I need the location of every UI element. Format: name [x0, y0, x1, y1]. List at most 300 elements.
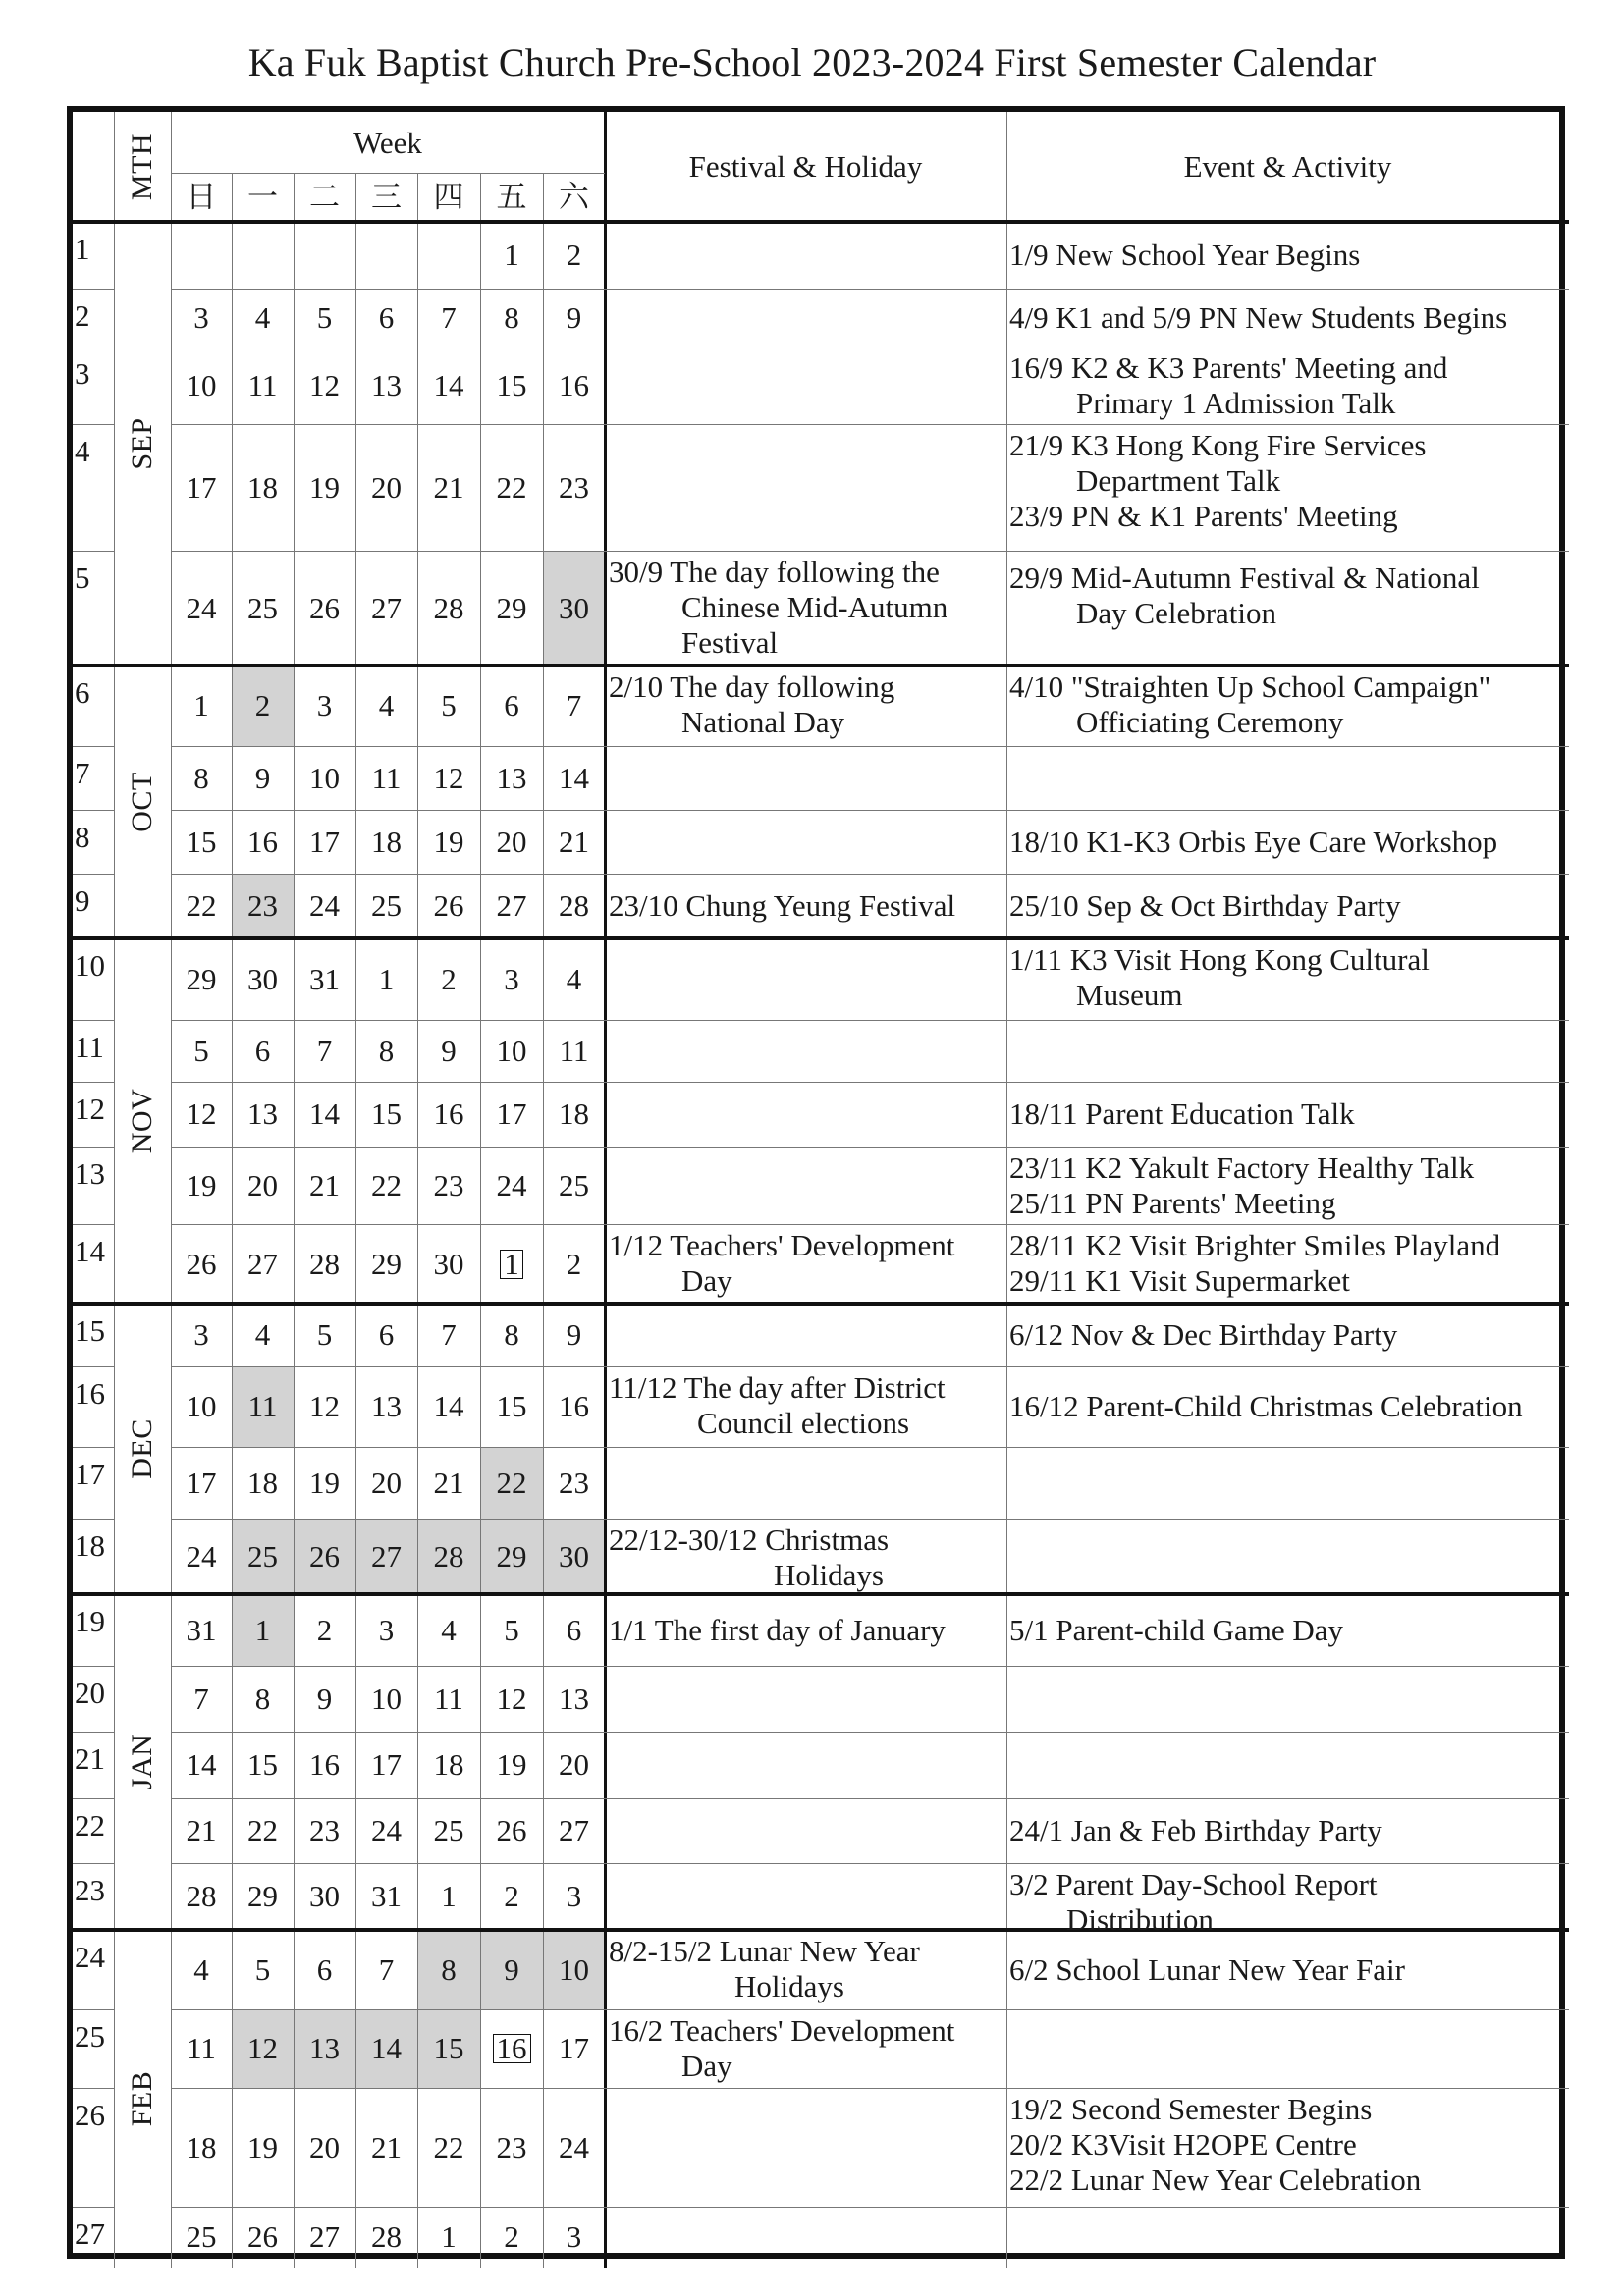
- day-cell: 30: [559, 1539, 589, 1574]
- day-cell: 7: [193, 1682, 209, 1716]
- day-cell: 16: [559, 368, 589, 402]
- event-text: 21/9 K3 Hong Kong Fire Services: [1009, 428, 1427, 462]
- day-cell: 5: [254, 1952, 271, 1987]
- day-cell: 5: [193, 1034, 209, 1068]
- event-text: Museum: [1076, 978, 1183, 1012]
- day-cell: 4: [254, 300, 271, 335]
- header-day: 一: [247, 180, 278, 214]
- day-cell: 27: [247, 1247, 278, 1281]
- festival-text: 1/1 The first day of January: [609, 1612, 946, 1647]
- week-number: 1: [75, 232, 90, 266]
- festival-text: Council elections: [697, 1406, 910, 1440]
- day-cell: 12: [309, 368, 340, 402]
- day-cell: 23: [559, 470, 589, 505]
- day-cell: 6: [254, 1034, 271, 1068]
- day-cell: 6: [378, 1317, 395, 1352]
- day-cell: 24: [559, 2130, 589, 2164]
- event-text: Distribution: [1066, 1902, 1214, 1937]
- week-number: 16: [75, 1376, 105, 1411]
- day-cell: 15: [433, 2031, 464, 2065]
- day-cell: 9: [254, 761, 271, 795]
- week-number: 21: [75, 1741, 105, 1776]
- day-cell: 27: [496, 888, 527, 923]
- header-day: 二: [309, 180, 340, 214]
- week-number: 7: [75, 756, 90, 790]
- month-label: FEB: [126, 2070, 158, 2127]
- grid-line: [73, 2009, 114, 2010]
- week-number: 26: [75, 2098, 105, 2132]
- day-cell: 10: [186, 368, 217, 402]
- day-cell: 12: [496, 1682, 527, 1716]
- day-cell: 22: [371, 1168, 402, 1202]
- day-cell: 13: [371, 368, 402, 402]
- grid-line: [73, 551, 114, 552]
- day-cell: 21: [186, 1813, 217, 1847]
- day-cell: 22: [496, 1466, 527, 1500]
- day-cell: 2: [504, 2219, 519, 2254]
- day-cell: 26: [309, 591, 340, 625]
- day-cell: 15: [496, 1389, 527, 1423]
- grid-line: [114, 222, 115, 2268]
- day-cell: 19: [433, 825, 464, 859]
- day-cell: 28: [309, 1247, 340, 1281]
- day-cell: 3: [504, 962, 519, 996]
- festival-text: Day: [681, 1263, 732, 1298]
- day-cell: 13: [371, 1389, 402, 1423]
- week-number: 10: [75, 948, 105, 983]
- day-cell: 20: [247, 1168, 278, 1202]
- day-cell: 31: [309, 962, 340, 996]
- day-cell: 28: [559, 888, 589, 923]
- day-cell: 16: [309, 1747, 340, 1782]
- day-cell: 8: [441, 1952, 457, 1987]
- day-cell: 30: [309, 1879, 340, 1913]
- day-cell: 11: [187, 2031, 216, 2065]
- day-cell: 6: [378, 300, 395, 335]
- day-cell: 23: [559, 1466, 589, 1500]
- day-cell: 27: [309, 2219, 340, 2254]
- event-text: 25/10 Sep & Oct Birthday Party: [1009, 888, 1401, 923]
- day-cell: 8: [504, 1317, 519, 1352]
- day-cell: 1: [441, 1879, 457, 1913]
- day-cell: 26: [433, 888, 464, 923]
- day-cell: 2: [254, 688, 271, 722]
- day-cell: 23: [496, 2130, 527, 2164]
- day-cell: 3: [566, 2219, 582, 2254]
- day-cell: 5: [441, 688, 457, 722]
- day-cell: 29: [247, 1879, 278, 1913]
- day-cell: 23: [247, 888, 278, 923]
- festival-text: 8/2-15/2 Lunar New Year: [609, 1934, 920, 1968]
- day-cell: 11: [247, 1389, 278, 1423]
- event-text: 16/12 Parent-Child Christmas Celebration: [1009, 1389, 1523, 1423]
- day-cell: 13: [559, 1682, 589, 1716]
- day-cell: 11: [434, 1682, 463, 1716]
- day-cell: 27: [371, 1539, 402, 1574]
- day-cell: 26: [309, 1539, 340, 1574]
- header-day: 六: [559, 180, 589, 214]
- month-label: JAN: [126, 1734, 158, 1790]
- day-cell: 24: [496, 1168, 527, 1202]
- day-cell: 15: [496, 368, 527, 402]
- grid-line: [73, 810, 114, 811]
- week-number: 17: [75, 1457, 105, 1491]
- event-text: 18/11 Parent Education Talk: [1009, 1096, 1355, 1131]
- day-cell: 19: [186, 1168, 217, 1202]
- day-cell: 24: [186, 591, 217, 625]
- day-cell: 10: [559, 1952, 589, 1987]
- day-cell: 26: [247, 2219, 278, 2254]
- day-cell: 3: [193, 300, 209, 335]
- event-text: 29/11 K1 Visit Supermarket: [1009, 1263, 1350, 1298]
- week-number: 27: [75, 2216, 105, 2251]
- day-cell: 21: [433, 1466, 464, 1500]
- day-cell: 8: [193, 761, 209, 795]
- day-cell: 17: [496, 1096, 527, 1131]
- day-cell: 11: [247, 368, 278, 402]
- grid-line: [73, 2207, 114, 2208]
- event-text: 4/9 K1 and 5/9 PN New Students Begins: [1009, 299, 1508, 335]
- festival-text: Chinese Mid-Autumn: [681, 590, 948, 624]
- day-cell: 8: [254, 1682, 271, 1716]
- day-cell: 21: [433, 470, 464, 505]
- day-cell: 19: [247, 2130, 278, 2164]
- header-day: 五: [496, 180, 527, 214]
- week-number: 22: [75, 1808, 105, 1842]
- event-text: 1/11 K3 Visit Hong Kong Cultural: [1009, 942, 1430, 977]
- event-text: Officiating Ceremony: [1076, 705, 1344, 739]
- day-cell: [232, 222, 294, 289]
- day-cell: 9: [504, 1952, 519, 1987]
- day-cell: 13: [247, 1096, 278, 1131]
- day-cell: 2: [566, 238, 582, 272]
- calendar-table: [67, 106, 1565, 2259]
- header-festival: Festival & Holiday: [688, 149, 923, 184]
- event-text: 3/2 Parent Day-School Report: [1009, 1867, 1378, 1901]
- festival-text: Holidays: [734, 1969, 844, 2003]
- event-text: 19/2 Second Semester Begins: [1009, 2092, 1373, 2126]
- day-cell: 16: [559, 1389, 589, 1423]
- day-cell: 25: [371, 888, 402, 923]
- header-mth: MTH: [126, 133, 158, 201]
- day-cell: 31: [186, 1613, 217, 1647]
- boxed-date: 16: [493, 2034, 531, 2063]
- festival-text: 2/10 The day following: [609, 669, 895, 704]
- festival-text: 11/12 The day after District: [609, 1370, 946, 1405]
- day-cell: 5: [316, 300, 333, 335]
- grid-line: [1006, 112, 1007, 2268]
- day-cell: 6: [566, 1613, 582, 1647]
- day-cell: 21: [309, 1168, 340, 1202]
- day-cell: 30: [433, 1247, 464, 1281]
- day-cell: 20: [371, 470, 402, 505]
- day-cell: 22: [186, 888, 217, 923]
- day-cell: 10: [186, 1389, 217, 1423]
- festival-text: 1/12 Teachers' Development: [609, 1228, 955, 1262]
- day-cell: 28: [371, 2219, 402, 2254]
- day-cell: 4: [378, 688, 395, 722]
- day-cell: 25: [247, 1539, 278, 1574]
- day-cell: 14: [371, 2031, 402, 2065]
- day-cell: 1: [378, 962, 395, 996]
- event-text: 5/1 Parent-child Game Day: [1009, 1612, 1344, 1647]
- day-cell: 2: [441, 962, 457, 996]
- month-label: NOV: [126, 1088, 158, 1154]
- week-number: 9: [75, 883, 90, 918]
- day-cell: 3: [316, 688, 333, 722]
- day-cell: 10: [309, 761, 340, 795]
- day-cell: 27: [559, 1813, 589, 1847]
- week-number: 13: [75, 1156, 105, 1191]
- day-cell: 12: [186, 1096, 217, 1131]
- event-text: Department Talk: [1076, 463, 1281, 498]
- event-text: Day Celebration: [1076, 596, 1277, 630]
- day-cell: 10: [496, 1034, 527, 1068]
- day-cell: 23: [433, 1168, 464, 1202]
- day-cell: 12: [309, 1389, 340, 1423]
- event-text: 23/11 K2 Yakult Factory Healthy Talk: [1009, 1150, 1475, 1185]
- day-cell: 20: [371, 1466, 402, 1500]
- week-number: 12: [75, 1092, 105, 1126]
- day-cell: 19: [309, 1466, 340, 1500]
- festival-text: National Day: [681, 705, 845, 739]
- week-number: 25: [75, 2019, 105, 2054]
- day-cell: [417, 222, 480, 289]
- grid-line: [73, 424, 114, 425]
- page-title: Ka Fuk Baptist Church Pre-School 2023-2024 First Semester Calendar: [247, 40, 1377, 84]
- day-cell: 22: [433, 2130, 464, 2164]
- day-cell: 1: [193, 688, 209, 722]
- day-cell: 9: [566, 300, 582, 335]
- day-cell: 26: [496, 1813, 527, 1847]
- week-number: 15: [75, 1313, 105, 1348]
- day-cell: [171, 222, 232, 289]
- day-cell: 15: [247, 1747, 278, 1782]
- festival-text: Festival: [681, 625, 779, 660]
- day-cell: [355, 222, 417, 289]
- day-cell: 9: [316, 1682, 333, 1716]
- day-cell: 18: [371, 825, 402, 859]
- day-cell: 14: [433, 1389, 464, 1423]
- event-text: 6/2 School Lunar New Year Fair: [1009, 1951, 1405, 1987]
- day-cell: 28: [433, 1539, 464, 1574]
- day-cell: 18: [247, 1466, 278, 1500]
- day-cell: 6: [316, 1952, 333, 1987]
- week-number: 3: [75, 356, 90, 391]
- grid-line: [73, 746, 114, 747]
- event-text: 18/10 K1-K3 Orbis Eye Care Workshop: [1009, 824, 1498, 859]
- day-cell: 2: [566, 1247, 582, 1281]
- day-cell: 30: [247, 962, 278, 996]
- day-cell: 19: [496, 1747, 527, 1782]
- day-cell: 4: [566, 962, 582, 996]
- day-cell: 14: [433, 368, 464, 402]
- grid-line: [73, 1519, 114, 1520]
- week-number: 4: [75, 434, 90, 468]
- festival-text: 30/9 The day following the: [609, 555, 940, 589]
- day-cell: 9: [566, 1317, 582, 1352]
- day-cell: 24: [309, 888, 340, 923]
- day-cell: 3: [378, 1613, 395, 1647]
- day-cell: 15: [371, 1096, 402, 1131]
- grid-line: [73, 2088, 114, 2089]
- festival-text: Holidays: [774, 1558, 884, 1592]
- week-number: 18: [75, 1528, 105, 1563]
- header-day: 四: [433, 180, 464, 214]
- grid-line: [73, 1732, 114, 1733]
- day-cell: 1: [504, 238, 519, 272]
- day-cell: 4: [254, 1317, 271, 1352]
- day-cell: 29: [371, 1247, 402, 1281]
- day-cell: 10: [371, 1682, 402, 1716]
- day-cell: 7: [378, 1952, 395, 1987]
- day-cell: 18: [186, 2130, 217, 2164]
- day-cell: 20: [496, 825, 527, 859]
- day-cell: 7: [316, 1034, 333, 1068]
- day-cell: 17: [559, 2031, 589, 2065]
- week-number: 19: [75, 1604, 105, 1638]
- week-number: 23: [75, 1873, 105, 1907]
- event-text: 4/10 "Straighten Up School Campaign": [1009, 669, 1491, 704]
- day-cell: 8: [504, 300, 519, 335]
- day-cell: 3: [566, 1879, 582, 1913]
- day-cell: [480, 2009, 543, 2088]
- header-event: Event & Activity: [1183, 149, 1392, 184]
- day-cell: 22: [496, 470, 527, 505]
- event-text: 1/9 New School Year Begins: [1009, 238, 1361, 272]
- day-cell: 29: [496, 591, 527, 625]
- header-week: Week: [353, 126, 422, 160]
- day-cell: 18: [559, 1096, 589, 1131]
- day-cell: 12: [433, 761, 464, 795]
- week-number: 5: [75, 561, 90, 595]
- day-cell: 7: [441, 1317, 457, 1352]
- day-cell: 20: [309, 2130, 340, 2164]
- day-cell: 25: [559, 1168, 589, 1202]
- boxed-date: 1: [500, 1250, 523, 1279]
- day-cell: 2: [316, 1613, 333, 1647]
- day-cell: 14: [186, 1747, 217, 1782]
- day-cell: 21: [559, 825, 589, 859]
- event-text: 20/2 K3Visit H2OPE Centre: [1009, 2127, 1357, 2162]
- day-cell: 17: [186, 470, 217, 505]
- grid-line: [73, 1863, 114, 1864]
- day-cell: 16: [433, 1096, 464, 1131]
- month-label: DEC: [126, 1418, 158, 1479]
- grid-line: [73, 1447, 114, 1448]
- day-cell: 3: [193, 1317, 209, 1352]
- week-number: 20: [75, 1676, 105, 1710]
- day-cell: 30: [559, 591, 589, 625]
- grid-line: [114, 112, 115, 222]
- day-cell: 18: [433, 1747, 464, 1782]
- week-number: 6: [75, 675, 90, 710]
- header-day: 日: [186, 180, 217, 214]
- day-cell: 4: [193, 1952, 209, 1987]
- day-cell: 7: [441, 300, 457, 335]
- event-text: 22/2 Lunar New Year Celebration: [1009, 2163, 1422, 2197]
- day-cell: 28: [186, 1879, 217, 1913]
- grid-line: [73, 1666, 114, 1667]
- day-cell: 7: [566, 688, 582, 722]
- day-cell: 17: [186, 1466, 217, 1500]
- day-cell: 15: [186, 825, 217, 859]
- day-cell: 29: [186, 962, 217, 996]
- grid-line: [73, 874, 114, 875]
- day-cell: 25: [186, 2219, 217, 2254]
- festival-text: Day: [681, 2049, 732, 2083]
- day-cell: 18: [247, 470, 278, 505]
- day-cell: 13: [496, 761, 527, 795]
- day-cell: [294, 222, 355, 289]
- grid-line: [73, 1798, 114, 1799]
- day-cell: 9: [441, 1034, 457, 1068]
- day-cell: 16: [247, 825, 278, 859]
- day-cell: 31: [371, 1879, 402, 1913]
- event-text: Primary 1 Admission Talk: [1076, 386, 1396, 420]
- grid-line: [73, 1020, 114, 1021]
- day-cell: 26: [186, 1247, 217, 1281]
- week-number: 2: [75, 298, 90, 333]
- day-cell: 6: [504, 688, 519, 722]
- month-label: SEP: [126, 417, 158, 470]
- day-cell: 21: [371, 2130, 402, 2164]
- grid-line: [73, 1082, 114, 1083]
- day-cell: 2: [504, 1879, 519, 1913]
- event-text: 16/9 K2 & K3 Parents' Meeting and: [1009, 350, 1448, 385]
- grid-line: [73, 1224, 114, 1225]
- week-number: 8: [75, 820, 90, 854]
- day-cell: 8: [378, 1034, 395, 1068]
- day-cell: 4: [441, 1613, 457, 1647]
- day-cell: 13: [309, 2031, 340, 2065]
- event-text: 24/1 Jan & Feb Birthday Party: [1009, 1813, 1382, 1847]
- week-number: 11: [75, 1030, 104, 1064]
- day-cell: 25: [433, 1813, 464, 1847]
- day-cell: 20: [559, 1747, 589, 1782]
- event-text: 25/11 PN Parents' Meeting: [1009, 1186, 1336, 1220]
- day-cell: 23: [309, 1813, 340, 1847]
- day-cell: 1: [441, 2219, 457, 2254]
- event-text: 29/9 Mid-Autumn Festival & National: [1009, 561, 1480, 595]
- grid-line: [73, 1147, 114, 1148]
- day-cell: 14: [309, 1096, 340, 1131]
- day-cell: 5: [316, 1317, 333, 1352]
- day-cell: 19: [309, 470, 340, 505]
- day-cell: 24: [186, 1539, 217, 1574]
- header-day: 三: [371, 180, 402, 214]
- day-cell: 29: [496, 1539, 527, 1574]
- event-text: 6/12 Nov & Dec Birthday Party: [1009, 1317, 1398, 1352]
- festival-text: 22/12-30/12 Christmas: [609, 1522, 890, 1557]
- event-text: 28/11 K2 Visit Brighter Smiles Playland: [1009, 1228, 1501, 1262]
- day-cell: 5: [504, 1613, 519, 1647]
- day-cell: 22: [247, 1813, 278, 1847]
- day-cell: 11: [371, 761, 402, 795]
- day-cell: 12: [247, 2031, 278, 2065]
- day-cell: 14: [559, 761, 589, 795]
- day-cell: 28: [433, 591, 464, 625]
- festival-text: 23/10 Chung Yeung Festival: [609, 888, 956, 923]
- week-number: 24: [75, 1940, 105, 1974]
- day-cell: 24: [371, 1813, 402, 1847]
- day-cell: [480, 1224, 543, 1304]
- day-cell: 17: [371, 1747, 402, 1782]
- week-number: 14: [75, 1234, 105, 1268]
- grid-line: [73, 289, 114, 290]
- event-text: 23/9 PN & K1 Parents' Meeting: [1009, 499, 1398, 533]
- day-cell: 25: [247, 591, 278, 625]
